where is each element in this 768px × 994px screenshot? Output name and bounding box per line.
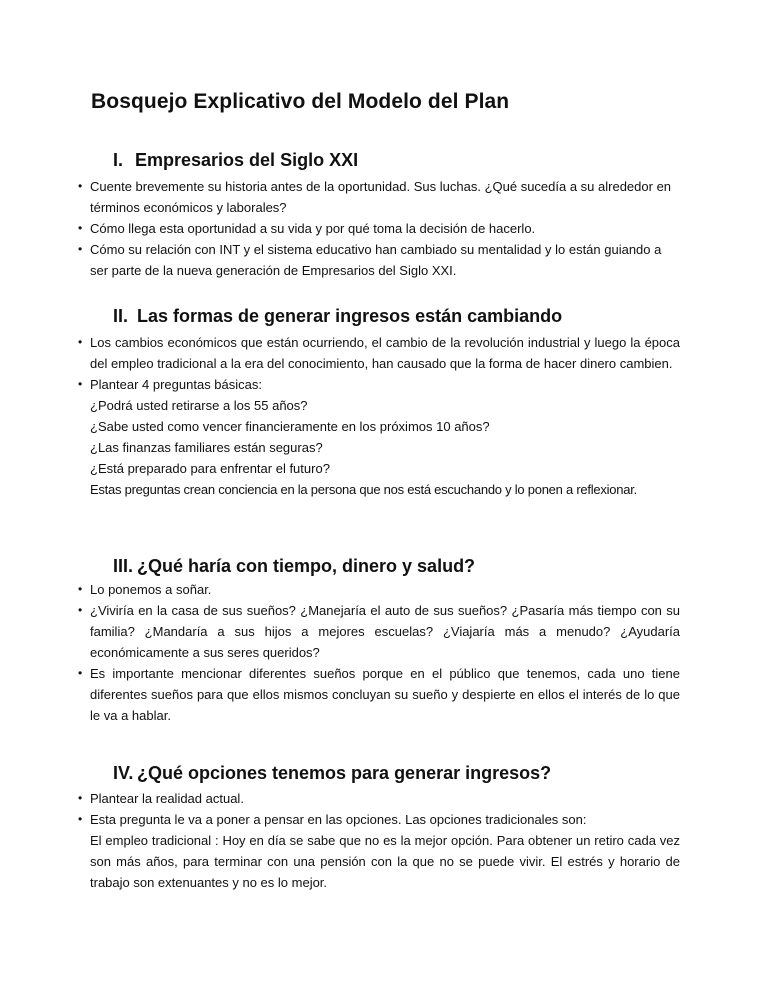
list-item (78, 663, 680, 726)
section-title: Las formas de generar ingresos están cambiando (137, 306, 563, 326)
section-number: IV. (113, 763, 134, 783)
section-1-list (78, 176, 680, 281)
list-item-text: Los cambios económicos que están ocurriendo, el cambio de la revolución industrial y luego la época del empleo tradicional a la era del conocimiento, han causado que la forma de hacer dinero cambien. (90, 335, 680, 371)
bullet-icon: • (78, 791, 83, 805)
list-item (78, 239, 680, 281)
section-3-list (78, 579, 680, 726)
bullet-icon: • (78, 603, 83, 617)
section-number: III. (113, 556, 134, 576)
section-4-list (78, 788, 680, 893)
question-line: ¿Sabe usted como vencer financieramente en los próximos 10 años? (90, 419, 490, 434)
document-title: Bosquejo Explicativo del Modelo del Plan (91, 90, 510, 113)
bullet-icon: • (78, 221, 83, 235)
question-line: ¿Podrá usted retirarse a los 55 años? (90, 398, 308, 413)
question-line: ¿Está preparado para enfrentar el futuro? (90, 461, 330, 476)
list-item-text: Cuente brevemente su historia antes de la oportunidad. Sus luchas. ¿Qué sucedía a su alrededor en términos económicos y laborales? (90, 179, 672, 215)
list-item-text: Cómo su relación con INT y el sistema educativo han cambiado su mentalidad y lo están guiando a ser parte de la nueva generación de Empresarios del Siglo XXI. (90, 242, 662, 278)
section-title: ¿Qué haría con tiempo, dinero y salud? (137, 556, 476, 576)
list-item-text: Cómo llega esta oportunidad a su vida y por qué toma la decisión de hacerlo. (90, 221, 536, 236)
list-item (78, 332, 680, 374)
list-item (78, 579, 680, 600)
list-item-text: Plantear 4 preguntas básicas: (90, 377, 262, 392)
list-item-text: ¿Viviría en la casa de sus sueños? ¿Manejaría el auto de sus sueños? ¿Pasaría más tiempo con su familia? ¿Mandaría a sus hijos a mejores escuelas? ¿Viajaría más a menudo? ¿Ayudaría económicamente a sus seres queridos? (90, 603, 680, 660)
bullet-icon: • (78, 377, 83, 391)
list-item-text: Lo ponemos a soñar. (90, 582, 212, 597)
bullet-icon: • (78, 242, 83, 256)
bullet-icon: • (78, 179, 83, 193)
section-2-list (78, 332, 680, 500)
list-item-text: Esta pregunta le va a poner a pensar en las opciones. Las opciones tradicionales son: (90, 812, 587, 827)
list-item (78, 218, 680, 239)
closing-line: Estas preguntas crean conciencia en la persona que nos está escuchando y lo ponen a reflexionar. (90, 482, 637, 497)
list-item (78, 374, 680, 500)
section-3-heading (113, 556, 475, 577)
section-number: I. (113, 150, 124, 170)
section-number: II. (113, 306, 129, 326)
list-item (78, 809, 680, 893)
list-item (78, 176, 680, 218)
section-title: ¿Qué opciones tenemos para generar ingresos? (137, 763, 552, 783)
list-item-text: Es importante mencionar diferentes sueños porque en el público que tenemos, cada uno tiene diferentes sueños para que ellos mismos concluyan su sueño y despierte en ellos el interés de lo que le va a hablar. (90, 666, 680, 723)
section-title: Empresarios del Siglo XXI (135, 150, 359, 170)
questions-block (90, 395, 680, 500)
paragraph-text: El empleo tradicional : Hoy en día se sabe que no es la mejor opción. Para obtener un retiro cada vez son más años, para terminar con una pensión con la que no se puede vivir. El estrés y horario de trabajo son extenuantes y no es lo mejor. (90, 833, 680, 890)
list-item-text: Plantear la realidad actual. (90, 791, 244, 806)
section-2-heading (113, 306, 562, 327)
section-1-heading (113, 150, 358, 171)
list-item (78, 600, 680, 663)
bullet-icon: • (78, 666, 83, 680)
bullet-icon: • (78, 812, 83, 826)
question-line: ¿Las finanzas familiares están seguras? (90, 440, 323, 455)
bullet-icon: • (78, 582, 83, 596)
section-4-heading (113, 763, 551, 784)
bullet-icon: • (78, 335, 83, 349)
list-item (78, 788, 680, 809)
